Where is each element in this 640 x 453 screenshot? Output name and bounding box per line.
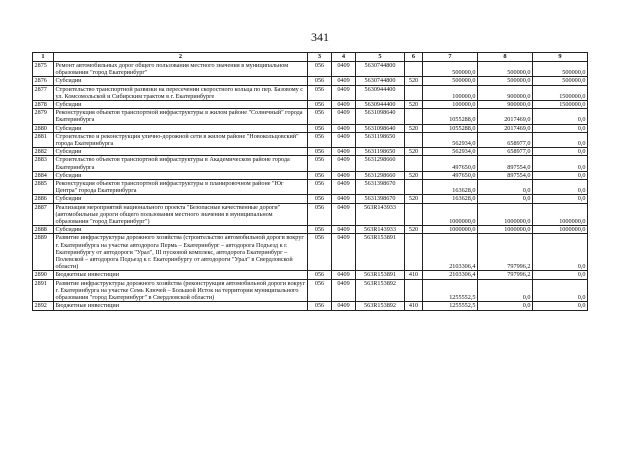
row-amount-year3: 0,0 xyxy=(533,132,588,147)
row-ministry-code: 056 xyxy=(308,132,332,147)
row-section-code: 0409 xyxy=(332,62,356,77)
row-number: 2892 xyxy=(33,302,54,310)
row-expense-type: 520 xyxy=(405,77,423,85)
row-ministry-code: 056 xyxy=(308,77,332,85)
row-amount-year1: 1055288,0 xyxy=(423,124,478,132)
row-amount-year3: 0,0 xyxy=(533,180,588,195)
row-target-code: 563R153891 xyxy=(356,234,405,271)
table-row xyxy=(33,124,588,132)
table-row xyxy=(33,234,588,271)
row-expense-type: 520 xyxy=(405,195,423,203)
row-description: Бюджетные инвестиции xyxy=(54,271,308,279)
row-amount-year3: 0,0 xyxy=(533,271,588,279)
row-number: 2885 xyxy=(33,180,54,195)
column-header: 1 xyxy=(33,53,54,62)
row-number: 2882 xyxy=(33,148,54,156)
row-section-code: 0409 xyxy=(332,171,356,179)
budget-table xyxy=(32,52,588,311)
row-amount-year3: 0,0 xyxy=(533,124,588,132)
row-section-code: 0409 xyxy=(332,156,356,171)
table-row xyxy=(33,180,588,195)
row-ministry-code: 056 xyxy=(308,226,332,234)
row-amount-year3: 1000000,0 xyxy=(533,203,588,226)
row-target-code: 563R153892 xyxy=(356,302,405,310)
row-amount-year1: 1000000,0 xyxy=(423,203,478,226)
table-header-row xyxy=(33,53,588,62)
row-amount-year1: 2103306,4 xyxy=(423,234,478,271)
row-ministry-code: 056 xyxy=(308,195,332,203)
table-row xyxy=(33,302,588,310)
column-header: 6 xyxy=(405,53,423,62)
row-ministry-code: 056 xyxy=(308,180,332,195)
row-description: Реконструкция объектов транспортной инфраструктуры в планировочном районе "Юг Центра" города Екатеринбурга xyxy=(54,180,308,195)
row-amount-year1: 1000000,0 xyxy=(423,226,478,234)
row-expense-type xyxy=(405,279,423,302)
row-amount-year1: 163628,0 xyxy=(423,180,478,195)
row-expense-type: 520 xyxy=(405,226,423,234)
table-row xyxy=(33,156,588,171)
row-number: 2875 xyxy=(33,62,54,77)
row-amount-year1: 497650,0 xyxy=(423,171,478,179)
row-target-code: 563R143933 xyxy=(356,203,405,226)
row-amount-year2: 797996,2 xyxy=(478,234,533,271)
row-description: Субсидии xyxy=(54,195,308,203)
row-amount-year1: 2103306,4 xyxy=(423,271,478,279)
row-expense-type: 410 xyxy=(405,271,423,279)
row-section-code: 0409 xyxy=(332,101,356,109)
row-expense-type: 520 xyxy=(405,101,423,109)
row-description: Строительство объектов транспортной инфраструктуры в Академическом районе города Екатеринбурга xyxy=(54,156,308,171)
row-amount-year3: 0,0 xyxy=(533,109,588,124)
row-section-code: 0409 xyxy=(332,124,356,132)
column-header: 9 xyxy=(533,53,588,62)
row-amount-year1: 562934,0 xyxy=(423,132,478,147)
column-header: 4 xyxy=(332,53,356,62)
row-amount-year1: 1055288,0 xyxy=(423,109,478,124)
row-ministry-code: 056 xyxy=(308,85,332,100)
row-section-code: 0409 xyxy=(332,226,356,234)
row-target-code: 5631198650 xyxy=(356,132,405,147)
row-target-code: 5631098640 xyxy=(356,124,405,132)
row-expense-type xyxy=(405,180,423,195)
row-expense-type xyxy=(405,85,423,100)
row-ministry-code: 056 xyxy=(308,156,332,171)
row-expense-type xyxy=(405,156,423,171)
row-expense-type xyxy=(405,234,423,271)
row-number: 2876 xyxy=(33,77,54,85)
row-section-code: 0409 xyxy=(332,180,356,195)
row-target-code: 5631398670 xyxy=(356,195,405,203)
row-target-code: 5631298660 xyxy=(356,171,405,179)
table-row xyxy=(33,85,588,100)
row-amount-year3: 0,0 xyxy=(533,148,588,156)
row-amount-year2: 658977,0 xyxy=(478,132,533,147)
table-row xyxy=(33,279,588,302)
table-body xyxy=(33,62,588,311)
page-number: 341 xyxy=(311,30,329,44)
row-amount-year1: 100000,0 xyxy=(423,85,478,100)
row-amount-year2: 897554,0 xyxy=(478,171,533,179)
row-ministry-code: 056 xyxy=(308,171,332,179)
row-amount-year2: 0,0 xyxy=(478,279,533,302)
row-amount-year3: 0,0 xyxy=(533,156,588,171)
row-section-code: 0409 xyxy=(332,148,356,156)
row-description: Субсидии xyxy=(54,226,308,234)
row-description: Реконструкция объектов транспортной инфраструктуры в жилом районе "Солнечный" города Екатеринбурга xyxy=(54,109,308,124)
row-target-code: 5631298660 xyxy=(356,156,405,171)
row-target-code: 5631398670 xyxy=(356,180,405,195)
row-ministry-code: 056 xyxy=(308,279,332,302)
table-row xyxy=(33,203,588,226)
row-amount-year2: 500000,0 xyxy=(478,62,533,77)
row-amount-year2: 1000000,0 xyxy=(478,226,533,234)
row-target-code: 563R153891 xyxy=(356,271,405,279)
table-row xyxy=(33,271,588,279)
row-amount-year3: 0,0 xyxy=(533,195,588,203)
row-number: 2884 xyxy=(33,171,54,179)
row-number: 2887 xyxy=(33,203,54,226)
row-amount-year1: 500000,0 xyxy=(423,62,478,77)
row-amount-year3: 1500000,0 xyxy=(533,101,588,109)
row-description: Субсидии xyxy=(54,148,308,156)
row-target-code: 5630744800 xyxy=(356,62,405,77)
row-section-code: 0409 xyxy=(332,132,356,147)
table-row xyxy=(33,77,588,85)
row-target-code: 5630944400 xyxy=(356,85,405,100)
row-amount-year1: 497650,0 xyxy=(423,156,478,171)
row-amount-year3: 500000,0 xyxy=(533,62,588,77)
row-expense-type xyxy=(405,203,423,226)
row-description: Субсидии xyxy=(54,101,308,109)
row-amount-year2: 0,0 xyxy=(478,195,533,203)
row-amount-year2: 658977,0 xyxy=(478,148,533,156)
row-ministry-code: 056 xyxy=(308,148,332,156)
row-amount-year2: 900000,0 xyxy=(478,101,533,109)
row-amount-year1: 100000,0 xyxy=(423,101,478,109)
row-expense-type: 520 xyxy=(405,124,423,132)
column-header: 7 xyxy=(423,53,478,62)
row-expense-type: 520 xyxy=(405,148,423,156)
row-amount-year2: 0,0 xyxy=(478,302,533,310)
row-section-code: 0409 xyxy=(332,279,356,302)
row-ministry-code: 056 xyxy=(308,302,332,310)
row-expense-type: 410 xyxy=(405,302,423,310)
row-ministry-code: 056 xyxy=(308,101,332,109)
row-amount-year2: 2017469,0 xyxy=(478,109,533,124)
row-amount-year3: 1500000,0 xyxy=(533,85,588,100)
table-row xyxy=(33,226,588,234)
row-amount-year2: 797996,2 xyxy=(478,271,533,279)
row-ministry-code: 056 xyxy=(308,109,332,124)
row-number: 2890 xyxy=(33,271,54,279)
row-amount-year3: 500000,0 xyxy=(533,77,588,85)
row-number: 2883 xyxy=(33,156,54,171)
row-amount-year1: 562934,0 xyxy=(423,148,478,156)
row-amount-year3: 0,0 xyxy=(533,234,588,271)
row-ministry-code: 056 xyxy=(308,271,332,279)
row-amount-year2: 1000000,0 xyxy=(478,203,533,226)
table-row xyxy=(33,171,588,179)
row-number: 2879 xyxy=(33,109,54,124)
row-target-code: 5630744800 xyxy=(356,77,405,85)
table-row xyxy=(33,195,588,203)
row-description: Субсидии xyxy=(54,171,308,179)
row-amount-year3: 0,0 xyxy=(533,279,588,302)
row-target-code: 5631098640 xyxy=(356,109,405,124)
row-expense-type xyxy=(405,132,423,147)
row-description: Строительство транспортной развязки на пересечении скоростного кольца по пер. Базовому с ул. Комсомольской и Сибирским трактом в г. Екатеринбурге xyxy=(54,85,308,100)
row-number: 2881 xyxy=(33,132,54,147)
row-description: Реализация мероприятий национального проекта "Безопасные качественные дороги" (автомобильные дороги общего пользования местного значения в муниципальном образовании "город Екатеринбург") xyxy=(54,203,308,226)
row-description: Субсидии xyxy=(54,77,308,85)
row-ministry-code: 056 xyxy=(308,62,332,77)
row-description: Бюджетные инвестиции xyxy=(54,302,308,310)
row-amount-year2: 0,0 xyxy=(478,180,533,195)
row-amount-year1: 1255552,5 xyxy=(423,302,478,310)
row-expense-type xyxy=(405,62,423,77)
row-amount-year2: 2017469,0 xyxy=(478,124,533,132)
row-section-code: 0409 xyxy=(332,195,356,203)
table-row xyxy=(33,148,588,156)
row-expense-type: 520 xyxy=(405,171,423,179)
row-number: 2888 xyxy=(33,226,54,234)
row-section-code: 0409 xyxy=(332,85,356,100)
column-header: 8 xyxy=(478,53,533,62)
row-expense-type xyxy=(405,109,423,124)
row-number: 2889 xyxy=(33,234,54,271)
row-amount-year1: 500000,0 xyxy=(423,77,478,85)
row-description: Ремонт автомобильных дорог общего пользования местного значения в муниципальном образовании "город Екатеринбург" xyxy=(54,62,308,77)
row-target-code: 563R143933 xyxy=(356,226,405,234)
column-header: 2 xyxy=(54,53,308,62)
row-section-code: 0409 xyxy=(332,109,356,124)
row-amount-year3: 0,0 xyxy=(533,171,588,179)
table-row xyxy=(33,109,588,124)
row-number: 2878 xyxy=(33,101,54,109)
row-amount-year3: 1000000,0 xyxy=(533,226,588,234)
row-amount-year1: 163628,0 xyxy=(423,195,478,203)
row-amount-year3: 0,0 xyxy=(533,302,588,310)
table-row xyxy=(33,62,588,77)
row-ministry-code: 056 xyxy=(308,124,332,132)
row-section-code: 0409 xyxy=(332,302,356,310)
row-number: 2877 xyxy=(33,85,54,100)
row-amount-year2: 897554,0 xyxy=(478,156,533,171)
row-target-code: 5631198650 xyxy=(356,148,405,156)
row-number: 2880 xyxy=(33,124,54,132)
column-header: 3 xyxy=(308,53,332,62)
row-number: 2891 xyxy=(33,279,54,302)
row-amount-year1: 1255552,5 xyxy=(423,279,478,302)
row-ministry-code: 056 xyxy=(308,234,332,271)
row-section-code: 0409 xyxy=(332,203,356,226)
row-description: Субсидии xyxy=(54,124,308,132)
row-section-code: 0409 xyxy=(332,234,356,271)
row-number: 2886 xyxy=(33,195,54,203)
table-row xyxy=(33,132,588,147)
table-row xyxy=(33,101,588,109)
row-description: Развитие инфраструктуры дорожного хозяйства (реконструкция автомобильной дороги вокруг г. Екатеринбурга на участке Семь Ключей – Большой Исток на территории муниципального образования "город Екатеринбург" в Свердловской области) xyxy=(54,279,308,302)
row-amount-year2: 500000,0 xyxy=(478,77,533,85)
row-description: Строительство и реконструкция улично-дорожной сети в жилом районе "Новокольцовский" города Екатеринбурга xyxy=(54,132,308,147)
row-amount-year2: 900000,0 xyxy=(478,85,533,100)
row-ministry-code: 056 xyxy=(308,203,332,226)
row-target-code: 563R153892 xyxy=(356,279,405,302)
row-target-code: 5630944400 xyxy=(356,101,405,109)
row-description: Развитие инфраструктуры дорожного хозяйства (строительство автомобильной дороги вокруг г. Екатеринбурга на участке автодорога Пермь – Екатеринбург – автодорога Подъезд к г. Екатеринбургу от автодороги "Урал", III пусковой комплекс, автодорога Екатеринбург – Полевской – автодорога Подъезд к г. Екатеринбургу от автодороги "Урал" в Свердловской области) xyxy=(54,234,308,271)
row-section-code: 0409 xyxy=(332,77,356,85)
column-header: 5 xyxy=(356,53,405,62)
row-section-code: 0409 xyxy=(332,271,356,279)
